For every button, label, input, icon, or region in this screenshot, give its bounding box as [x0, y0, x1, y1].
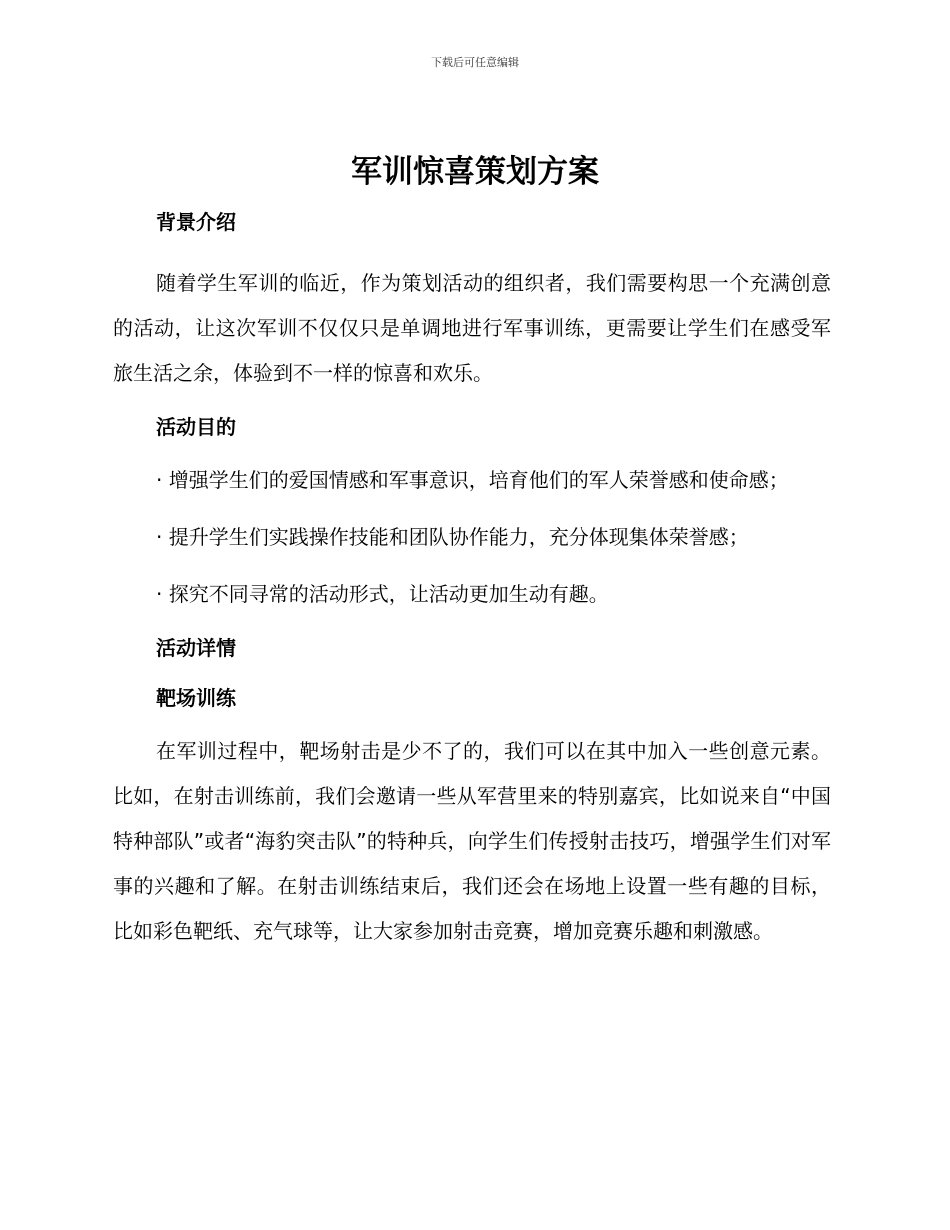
subsection-heading-shooting: 靶场训练: [156, 686, 236, 710]
section-heading-background: 背景介绍: [156, 210, 236, 234]
purpose-bullet-1: · 增强学生们的爱国情感和军事意识，培育他们的军人荣誉感和使命感；: [156, 468, 789, 492]
section-heading-details: 活动详情: [156, 636, 236, 660]
document-body: [113, 203, 831, 954]
document-title: 军训惊喜策划方案: [351, 154, 599, 190]
purpose-bullet-2: · 提升学生们实践操作技能和团队协作能力，充分体现集体荣誉感；: [156, 525, 749, 549]
section-heading-purpose: 活动目的: [156, 415, 236, 439]
background-paragraph: 随着学生军训的临近，作为策划活动的组织者，我们需要构思一个充满创意的活动，让这次军训不仅仅只是单调地进行军事训练，更需要让学生们在感受军旅生活之余，体验到不一样的惊喜和欢乐。: [113, 271, 831, 385]
page-header-note: 下载后可任意编辑: [431, 56, 519, 69]
shooting-paragraph: 在军训过程中，靶场射击是少不了的，我们可以在其中加入一些创意元素。比如，在射击训练前，我们会邀请一些从军营里来的特别嘉宾，比如说来自“中国特种部队”或者“海豹突击队”的特种兵，向学生们传授射击技巧，增强学生们对军事的兴趣和了解。在射击训练结束后，我们还会在场地上设置一些有趣的目标，比如彩色靶纸、充气球等，让大家参加射击竞赛，增加竞赛乐趣和刺激感。: [113, 739, 831, 943]
purpose-bullet-3: · 探究不同寻常的活动形式，让活动更加生动有趣。: [156, 582, 609, 606]
